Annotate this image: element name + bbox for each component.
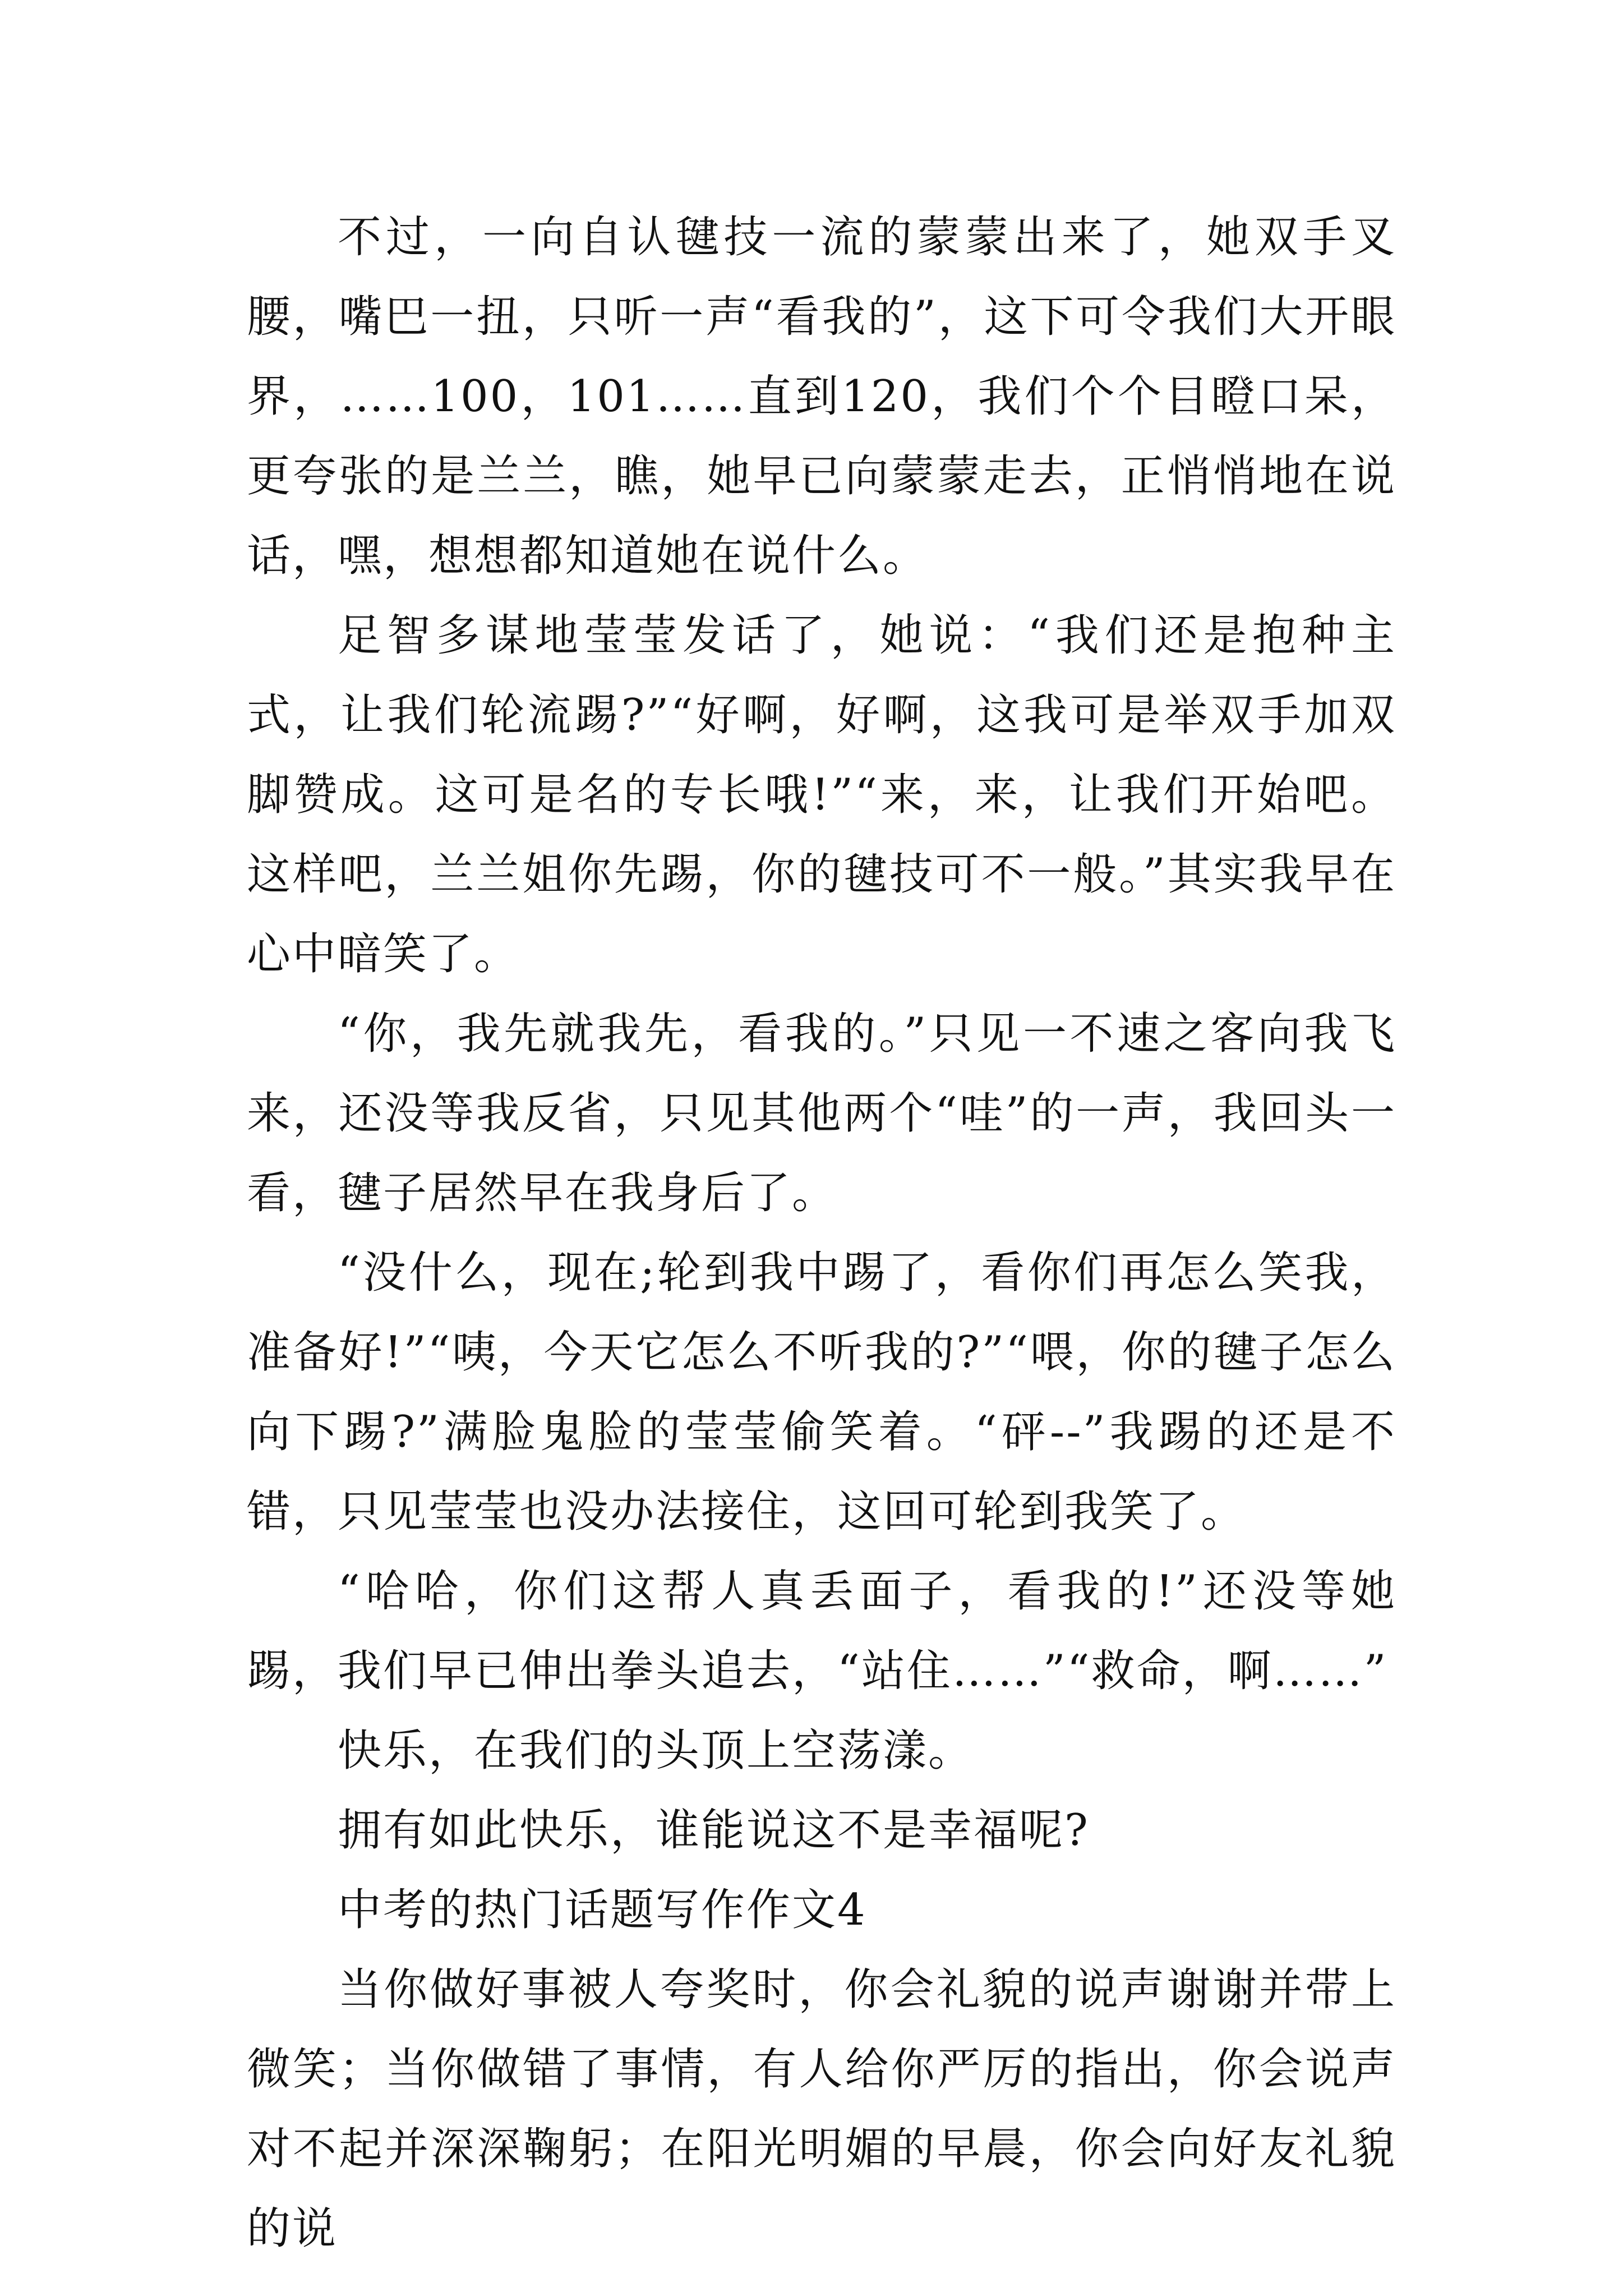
section-heading: 中考的热门话题写作作文4: [338, 1885, 867, 1935]
paragraph-1: 不过，一向自认毽技一流的蒙蒙出来了，她双手叉腰，嘴巴一扭，只听一声“看我的”，这下可令我们大开眼界，……100，101……直到120，我们个个目瞪口呆，更夸张的是兰兰，瞧，她早已向蒙蒙走去，正悄悄地在说话，嘿，想想都知道她在说什么。: [247, 212, 1396, 581]
document-body: [247, 197, 1396, 2269]
paragraph-3: “你，我先就我先，看我的。”只见一不速之客向我飞来，还没等我反省，只见其他两个“哇”的一声，我回头一看，毽子居然早在我身后了。: [247, 1009, 1396, 1218]
paragraph-8: 当你做好事被人夸奖时，你会礼貌的说声谢谢并带上微笑；当你做错了事情，有人给你严厉的指出，你会说声对不起并深深鞠躬；在阳光明媚的早晨，你会向好友礼貌的说: [247, 1964, 1396, 2254]
paragraph-4: “没什么，现在;轮到我中踢了，看你们再怎么笑我，准备好!”“咦，今天它怎么不听我的?”“喂，你的毽子怎么向下踢?”满脸鬼脸的莹莹偷笑着。“砰--”我踢的还是不错，只见莹莹也没办法接住，这回可轮到我笑了。: [247, 1248, 1396, 1537]
paragraph-5: “哈哈，你们这帮人真丢面子，看我的!”还没等她踢，我们早已伸出拳头追去，“站住……”“救命，啊……”: [247, 1566, 1396, 1696]
paragraph-2: 足智多谋地莹莹发话了，她说：“我们还是抱种主式，让我们轮流踢?”“好啊，好啊，这我可是举双手加双脚赞成。这可是名的专长哦!”“来，来，让我们开始吧。这样吧，兰兰姐你先踢，你的毽技可不一般。”其实我早在心中暗笑了。: [247, 610, 1396, 979]
paragraph-7: 拥有如此快乐，谁能说这不是幸福呢?: [338, 1805, 1090, 1856]
paragraph-6: 快乐，在我们的头顶上空荡漾。: [338, 1726, 974, 1776]
